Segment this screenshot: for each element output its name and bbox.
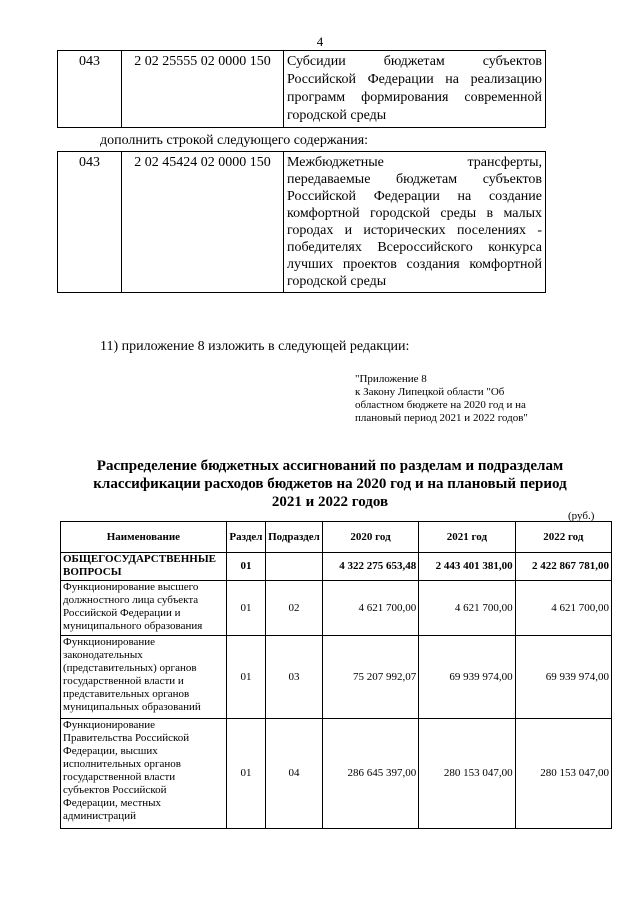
row-subsection — [266, 553, 323, 581]
header-2021: 2021 год — [419, 522, 515, 553]
appendix-line: "Приложение 8 — [355, 373, 427, 385]
appendix-note — [355, 373, 528, 425]
item-11-text: 11) приложение 8 изложить в следующей редакции: — [100, 339, 410, 354]
table-row — [58, 152, 546, 293]
header-subsection: Подраздел — [266, 522, 323, 553]
row-name: ОБЩЕГОСУДАРСТВЕННЫЕ ВОПРОСЫ — [61, 553, 227, 581]
table-row — [61, 719, 612, 829]
row-2022: 2 422 867 781,00 — [515, 553, 611, 581]
row-subsection: 03 — [266, 636, 323, 719]
appendix-line: к Закону Липецкой области "Об — [355, 386, 505, 398]
row-2020: 4 322 275 653,48 — [322, 553, 418, 581]
row-section: 01 — [226, 553, 265, 581]
appendix-line: областном бюджете на 2020 год и на — [355, 399, 526, 411]
row-name: Функционирование законодательных (представительных) органов государственной власти и представительных органов муниципальных образований — [61, 636, 227, 719]
row-2020: 286 645 397,00 — [322, 719, 418, 829]
row-subsection: 04 — [266, 719, 323, 829]
currency-unit: (руб.) — [568, 510, 595, 522]
appendix-line: плановый период 2021 и 2022 годов" — [355, 412, 528, 424]
row-2020: 4 621 700,00 — [322, 581, 418, 636]
header-section: Раздел — [226, 522, 265, 553]
revenue-code-table-existing — [57, 50, 546, 128]
row-2021: 280 153 047,00 — [419, 719, 515, 829]
row-2020: 75 207 992,07 — [322, 636, 418, 719]
row-section: 01 — [226, 719, 265, 829]
row-2022: 280 153 047,00 — [515, 719, 611, 829]
header-2022: 2022 год — [515, 522, 611, 553]
table-heading: Распределение бюджетных ассигнований по разделам и подразделам классификации расходов бюджетов на 2020 год и на плановый период 2021 и 2022 годов — [93, 458, 567, 510]
revenue-code-table-new — [57, 151, 546, 293]
table-header-row — [61, 522, 612, 553]
admin-code-cell: 043 — [58, 51, 122, 128]
row-2021: 69 939 974,00 — [419, 636, 515, 719]
admin-code-cell: 043 — [58, 152, 122, 293]
table-row — [61, 636, 612, 719]
row-2022: 4 621 700,00 — [515, 581, 611, 636]
table-row — [61, 581, 612, 636]
revenue-description-cell: Субсидии бюджетам субъектов Российской Федерации на реализацию программ формирования современной городской среды — [284, 51, 546, 128]
budget-allocation-table — [60, 521, 612, 829]
header-name: Наименование — [61, 522, 227, 553]
row-2022: 69 939 974,00 — [515, 636, 611, 719]
row-name: Функционирование Правительства Российской Федерации, высших исполнительных органов государственной власти субъектов Российской Федерации, местных администраций — [61, 719, 227, 829]
header-2020: 2020 год — [322, 522, 418, 553]
table-row — [61, 553, 612, 581]
row-2021: 4 621 700,00 — [419, 581, 515, 636]
page-number: 4 — [316, 34, 324, 49]
budget-classification-code-cell: 2 02 45424 02 0000 150 — [122, 152, 284, 293]
row-section: 01 — [226, 636, 265, 719]
row-subsection: 02 — [266, 581, 323, 636]
row-2021: 2 443 401 381,00 — [419, 553, 515, 581]
row-section: 01 — [226, 581, 265, 636]
budget-classification-code-cell: 2 02 25555 02 0000 150 — [122, 51, 284, 128]
revenue-description-cell: Межбюджетные трансферты, передаваемые бюджетам субъектов Российской Федерации на создание комфортной городской среды в малых городах и исторических поселениях - победителях Всероссийского конкурса лучших проектов создания комфортной городской среды — [284, 152, 546, 293]
row-name: Функционирование высшего должностного лица субъекта Российской Федерации и муниципального образования — [61, 581, 227, 636]
instruction-text: дополнить строкой следующего содержания: — [100, 133, 369, 148]
table-row — [58, 51, 546, 128]
